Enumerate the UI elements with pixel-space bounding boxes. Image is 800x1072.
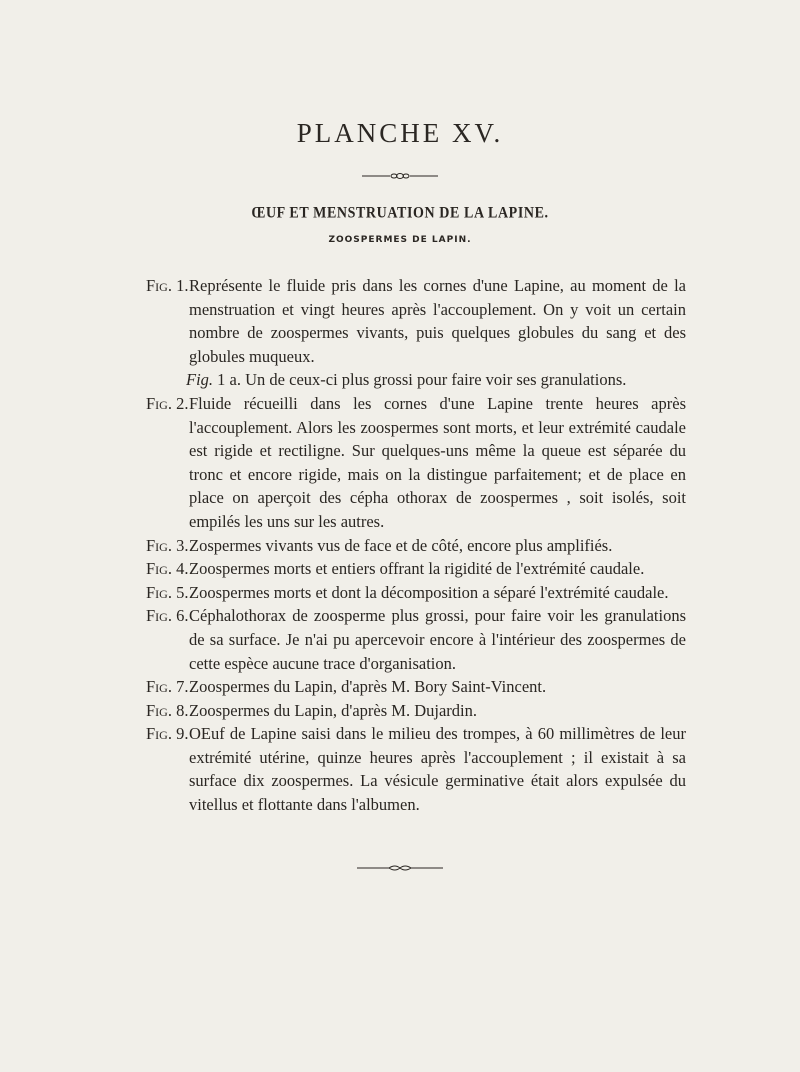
bottom-ornament	[0, 858, 800, 877]
fig-description: OEuf de Lapine saisi dans le milieu des trompes, à 60 millimètres de leur extrémité utérine, quinze heures après l'accouplement ; il existait à sa surface dix zoospermes. La vésicule germinative était alors expulsée du vitellus et flottante dans l'albumen.	[189, 724, 686, 815]
fig-description: Zospermes vivants vus de face et de côté, encore plus amplifiés.	[189, 535, 613, 555]
section-subheading: ZOOSPERMES DE LAPIN.	[328, 235, 472, 245]
fig-description: Zoospermes du Lapin, d'après M. Bory Saint-Vincent.	[189, 677, 547, 697]
fig-description: Représente le fluide pris dans les cornes d'une Lapine, au moment de la menstruation et vingt heures après l'accouplement. On y voit un certain nombre de zoospermes vivants, puis quelques globules du sang et des globules muqueux.	[189, 276, 686, 366]
fig-7	[146, 675, 686, 699]
fig-label: Fig. 9.	[146, 724, 189, 744]
fig-label: Fig. 6.	[146, 606, 189, 626]
fig-1a: Fig. 1 a. Un de ceux-ci plus grossi pour faire voir ses granulations.	[186, 370, 627, 390]
fig-5	[146, 581, 686, 605]
fig-description: Fluide récueilli dans les cornes d'une Lapine trente heures après l'accouplement. Alors les zoospermes sont morts, et leur extrémité caudale est rigide et rectiligne. Sur quelques-uns même la queue est séparée du tronc et encore rigide, mais on la distingue parfaitement; et de place en place on aperçoit des cépha othorax de zoospermes , soit isolés, soit empilés les uns sur les autres.	[189, 393, 686, 531]
figure-list	[146, 274, 686, 817]
fig-9	[146, 722, 686, 816]
top-ornament	[0, 166, 800, 185]
fig-6	[146, 604, 686, 675]
fig-label: Fig. 7.	[146, 677, 189, 697]
fig-3	[146, 534, 686, 558]
fig-label: Fig. 4.	[146, 559, 189, 579]
fig-label: Fig. 3.	[146, 535, 189, 555]
fig-label: Fig. 5.	[146, 582, 189, 602]
fig-label: Fig. 8.	[146, 700, 189, 720]
fig-label: Fig. 2.	[146, 393, 189, 413]
fig-description: Zoospermes morts et entiers offrant la rigidité de l'extrémité caudale.	[189, 559, 645, 579]
fig-label: Fig. 1.	[146, 276, 189, 295]
fig-description: Zoospermes du Lapin, d'après M. Dujardin.	[189, 700, 477, 720]
fig-8	[146, 699, 686, 723]
fig-description: Céphalothorax de zoosperme plus grossi, pour faire voir les granulations de sa surface. Je n'ai pu apercevoir encore à l'intérieur des zoospermes de cette espèce aucune trace d'organisation.	[189, 606, 686, 673]
section-heading: ŒUF ET MENSTRUATION DE LA LAPINE.	[251, 204, 549, 223]
plate-title: PLANCHE XV.	[296, 118, 504, 148]
fig-2	[146, 392, 686, 534]
fig-description: Zoospermes morts et dont la décomposition a séparé l'extrémité caudale.	[189, 582, 669, 602]
fig-4	[146, 557, 686, 581]
fig-1	[146, 274, 686, 368]
